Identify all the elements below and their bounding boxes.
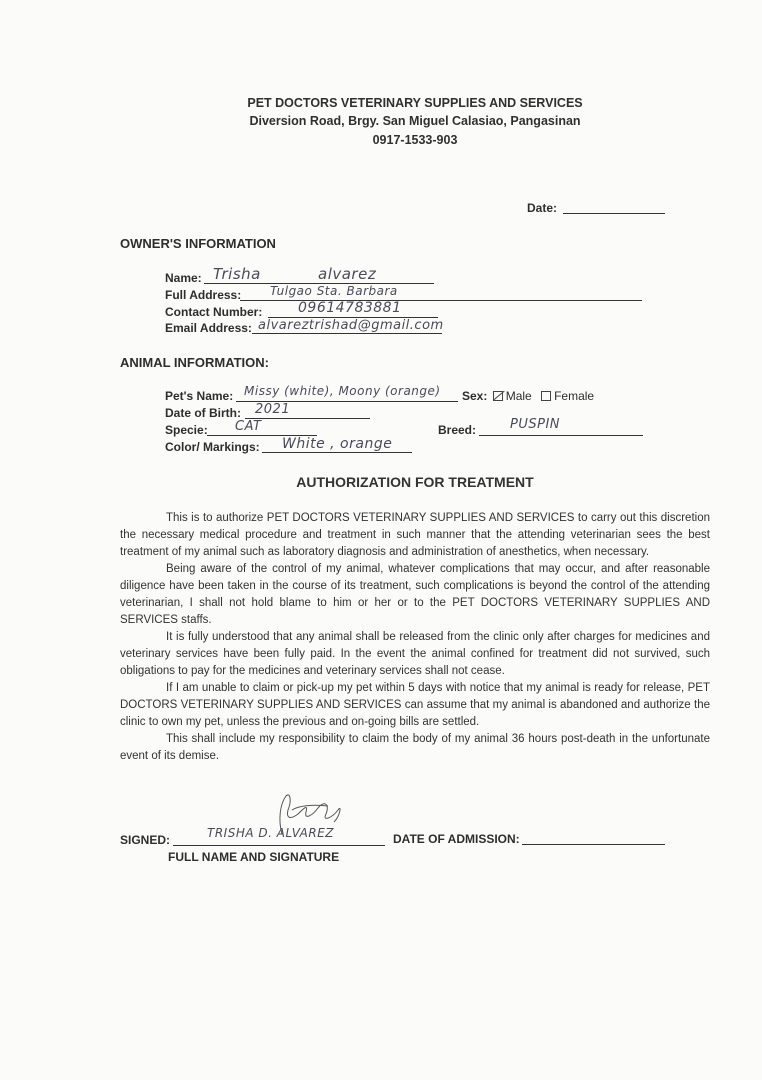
female-label: Female — [554, 389, 595, 403]
admission-line — [522, 844, 665, 845]
pet-name-label: Pet's Name: — [165, 389, 234, 403]
signature-caption: FULL NAME AND SIGNATURE — [168, 850, 340, 864]
color-label: Color/ Markings: — [165, 440, 260, 454]
authorization-paragraph: If I am unable to claim or pick-up my pet within 5 days with notice that my animal is ready for release, PET DOCTORS VETERINARY SUPPLIES AND SERVICES can assume that my animal is abandoned and authorize the clinic to own my pet, unless the previous and on-going bills are settled. — [120, 682, 710, 728]
owner-email-value: alvareztrishad@gmail.com — [258, 318, 444, 333]
owner-section-title: OWNER'S INFORMATION — [120, 236, 276, 251]
authorization-body — [120, 510, 710, 765]
male-checkbox[interactable] — [493, 391, 503, 401]
owner-email-label: Email Address: — [165, 321, 252, 335]
animal-section-title: ANIMAL INFORMATION: — [120, 355, 269, 370]
signed-value: TRISHA D. ALVAREZ — [207, 826, 335, 840]
sex-group — [462, 389, 594, 403]
authorization-paragraph: This shall include my responsibility to claim the body of my animal 36 hours post-death in the unfortunate event of its demise. — [120, 733, 710, 762]
date-label: Date: — [527, 201, 558, 215]
dob-value: 2021 — [255, 402, 291, 417]
signed-label: SIGNED: — [120, 833, 171, 847]
male-label: Male — [505, 389, 532, 403]
owner-name-first: Trisha — [213, 265, 261, 283]
dob-label: Date of Birth: — [165, 406, 241, 420]
owner-name-label: Name: — [165, 271, 202, 285]
sex-label: Sex: — [462, 389, 488, 403]
specie-label: Specie: — [165, 423, 208, 437]
specie-value: CAT — [235, 419, 262, 434]
color-value: White , orange — [282, 436, 393, 452]
owner-contact-value: 09614783881 — [298, 300, 402, 316]
breed-label: Breed: — [438, 423, 477, 437]
owner-email-line — [252, 333, 442, 334]
female-checkbox[interactable] — [541, 391, 551, 401]
authorization-paragraph: This is to authorize PET DOCTORS VETERINARY SUPPLIES AND SERVICES to carry out this discretion the necessary medical procedure and treatment in such manner that the attending veterinarian sees the best treatment of my animal such as laboratory diagnosis and administration of anesthetics, when necessary. — [120, 512, 710, 558]
pet-name-value: Missy (white), Moony (orange) — [244, 384, 441, 398]
owner-name-last: alvarez — [318, 265, 377, 283]
breed-value: PUSPIN — [510, 417, 561, 432]
admission-label: DATE OF ADMISSION: — [393, 832, 520, 846]
date-line — [563, 213, 665, 214]
authorization-title: AUTHORIZATION FOR TREATMENT — [296, 474, 534, 490]
owner-address-value: Tulgao Sta. Barbara — [270, 284, 398, 298]
business-name: PET DOCTORS VETERINARY SUPPLIES AND SERVICES — [247, 96, 583, 110]
business-address: Diversion Road, Brgy. San Miguel Calasiao, Pangasinan — [249, 114, 581, 128]
owner-contact-label: Contact Number: — [165, 305, 263, 319]
authorization-paragraph: It is fully understood that any animal shall be released from the clinic only after charges for medicines and veterinary services have been fully paid. In the event the animal confined for treatment did not survived, such obligations to pay for the medicines and veterinary services shall not cease. — [120, 631, 710, 677]
color-line — [262, 452, 412, 453]
business-phone: 0917-1533-903 — [372, 133, 458, 147]
authorization-paragraph: Being aware of the control of my animal, whatever complications that may occur, and after reasonable diligence have been taken in the course of its treatment, such complications is beyond the control of the attending veterinarian, I shall not hold blame to him or her or to the PET DOCTORS VETERINARY SUPPLIES AND SERVICES staffs. — [120, 563, 710, 626]
breed-line — [479, 435, 643, 436]
signed-line — [173, 845, 385, 846]
owner-address-label: Full Address: — [165, 288, 242, 302]
dob-line — [245, 418, 370, 419]
